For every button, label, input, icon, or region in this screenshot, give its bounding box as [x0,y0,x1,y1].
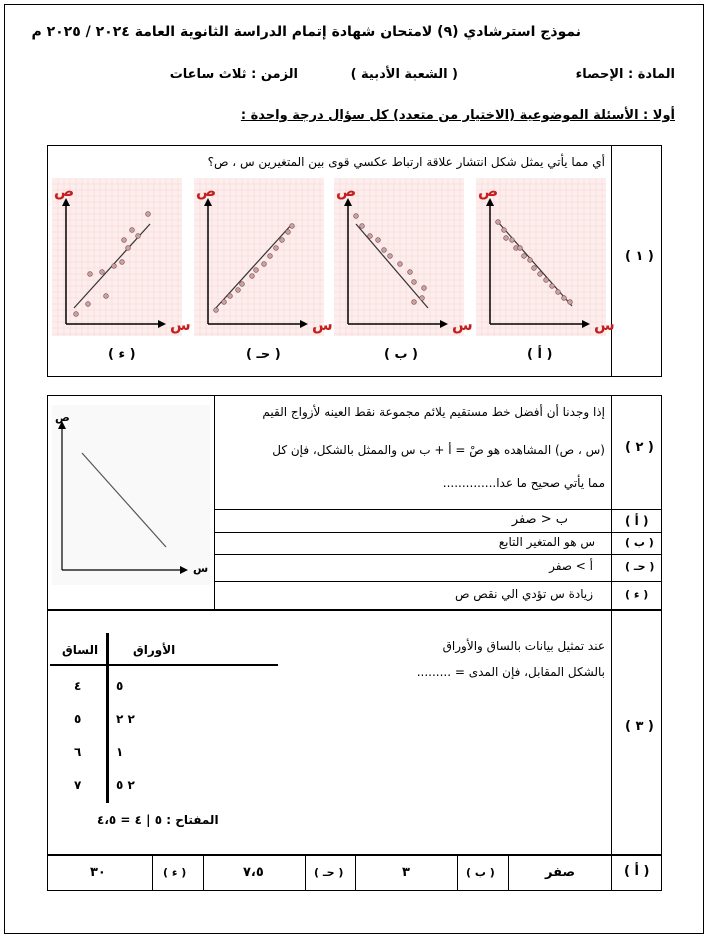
q2-choice-a-label[interactable]: ( أ ) [625,514,649,528]
q1-plot-4-point [550,284,555,289]
q1-plot-2-point [250,274,255,279]
q2-row-sep-2 [214,554,662,555]
q1-plot-2-point [262,262,267,267]
q1-plot-2-point [254,268,259,273]
q2-choice-c-label[interactable]: ( حـ ) [625,560,655,573]
q3-number: ( ٣ ) [625,719,654,734]
q1-plot-4-point [544,278,549,283]
q1-plot-4-point [518,246,523,251]
subject-label: المادة : الإحصاء [575,67,675,82]
q2-figure-divider [214,395,215,610]
stem-row-3: ٦ [74,745,82,759]
stem-leaf-divider [106,633,109,803]
q1-plot-1-point [130,228,135,233]
q1-plot-1-point [120,260,125,265]
leaf-row-1: ٥ [116,679,124,693]
q2-row-sep-1 [214,532,662,533]
q1-plot-4-point [528,258,533,263]
q1-plot-1-point [88,272,93,277]
q1-plot-2-point [286,230,291,235]
q1-plot-2-point [268,254,273,259]
leaf-row-2: ٢ ٢ [116,712,135,726]
ans-div-3 [355,855,356,891]
q2-number-divider [611,395,612,610]
exam-title: نموذج استرشادي (٩) لامتحان شهادة إتمام الدراسة الثانوية العامة ٢٠٢٤ / ٢٠٢٥ م [31,24,581,40]
stem-header: الساق [62,643,99,657]
q1-text: أي مما يأتي يمثل شكل انتشار علاقة ارتباط عكسي قوى بين المتغيرين س ، ص؟ [207,155,605,169]
q2-choice-d-text[interactable]: زيادة س تؤدي الي نقص ص [454,587,593,601]
q1-option-d[interactable]: ( ء ) [108,347,136,362]
time-label: الزمن : ثلاث ساعات [169,67,298,82]
answer-b-label[interactable]: ( ب ) [466,866,495,879]
q1-plot-3-x-label: س [452,316,473,334]
q3-line-2: بالشكل المقابل، فإن المدى = ......... [416,665,605,679]
q1-plot-3-point [412,280,417,285]
ans-div-5 [203,855,204,891]
q1-plot-3-point [360,224,365,229]
q1-plot-1-point [136,234,141,239]
q1-plot-4-point [556,290,561,295]
q1-plot-4-point [538,272,543,277]
q2-choice-a-text[interactable]: ب < صفر [511,512,568,527]
answer-b[interactable]: ٣ [402,865,410,880]
q1-plot-1-point [122,238,127,243]
q1-plot-2-point [236,288,241,293]
q1-plot-2-point [290,224,295,229]
q1-plot-3-point [422,286,427,291]
q1-plot-2-point [214,308,219,313]
q2-row-sep-0 [214,509,662,510]
q2-choice-c-text[interactable]: أ > صفر [549,559,593,573]
q1-plot-2-point [240,282,245,287]
q1-plot-2-point [274,246,279,251]
q1-plot-4-x-label: س [594,316,615,334]
q1-option-c[interactable]: ( حـ ) [246,347,281,362]
q1-plot-4-point [510,238,515,243]
ans-div-0 [611,855,612,891]
q1-plot-1-point [74,312,79,317]
q1-plot-4-point [502,228,507,233]
ans-div-1 [508,855,509,891]
q1-plot-4-point [532,266,537,271]
q1-plot-1-x-label: س [170,316,191,334]
branch-label: ( الشعبة الأدبية ) [350,67,458,82]
q1-plot-2-point [228,294,233,299]
q1-plot-4-point [522,254,527,259]
q2-y-axis-label: ص [55,411,70,424]
q1-plot-2-point [222,300,227,305]
q1-plot-1-point [112,264,117,269]
q1-plot-4-point [568,300,573,305]
q2-row-sep-3 [214,581,662,582]
answer-d-label[interactable]: ( ء ) [163,866,187,879]
q1-plot-3-point [354,214,359,219]
stem-leaf-key: المفتاح : ٥ | ٤ = ٤،٥ [97,813,219,827]
q1-plot-2-background [194,178,324,336]
q1-plot-1-y-label: ص [54,182,75,200]
leaf-header: الأوراق [133,643,176,657]
q1-scatter-plots [52,178,615,336]
leaf-row-3: ١ [116,745,124,759]
q1-number: ( ١ ) [625,249,654,264]
q1-plot-3-y-label: ص [336,182,357,200]
ans-div-2 [457,855,458,891]
q1-plot-3-point [388,254,393,259]
q3-number-divider [611,610,612,855]
q1-plot-1-point [86,302,91,307]
q1-plot-4-point [496,220,501,225]
section-title: أولا : الأسئلة الموضوعية (الاختيار من متعدد) كل سؤال درجة واحدة : [240,108,675,123]
q2-choice-b-label[interactable]: ( ب ) [625,536,654,549]
q1-plot-3-point [408,270,413,275]
answers-number: ( أ ) [624,864,650,879]
stem-row-4: ٧ [74,778,82,792]
q1-plot-2-y-label: ص [196,182,217,200]
leaf-row-4: ٢ ٥ [116,778,135,792]
q1-plot-2-x-label: س [312,316,333,334]
answer-c[interactable]: ٧،٥ [243,865,264,880]
q1-plot-2-point [280,238,285,243]
q2-line-3: مما يأتي صحيح ما عدا.............. [442,476,605,490]
q1-plot-4-point [504,236,509,241]
q2-number: ( ٢ ) [625,440,654,455]
stem-leaf-header-rule [50,664,278,666]
answer-a[interactable]: صفر [545,865,576,880]
q3-line-1: عند تمثيل بيانات بالساق والأوراق [442,639,605,653]
q1-plot-1-point [104,294,109,299]
stem-row-2: ٥ [74,712,82,726]
q1-option-a[interactable]: ( أ ) [527,347,553,362]
q1-plot-3-background [334,178,464,336]
q2-choice-d-label[interactable]: ( ء ) [625,588,649,601]
q1-plot-1-background [52,178,182,336]
q2-line-2: (س ، ص) المشاهده هو صْ = أ + ب س والممثل بالشكل، فإن كل [272,443,605,457]
q1-plot-3-point [376,238,381,243]
q1-plot-1-point [100,270,105,275]
q1-plot-3-point [420,296,425,301]
q1-plot-4-point [562,296,567,301]
q1-plot-3-point [398,262,403,267]
stem-row-1: ٤ [74,679,82,693]
q1-plot-4-y-label: ص [478,182,499,200]
ans-div-4 [305,855,306,891]
q2-x-axis-label: س [193,562,209,575]
q2-regression-figure [52,405,210,585]
q1-plot-4-background [476,178,606,336]
q1-plot-1-point [126,246,131,251]
q2-line-1: إذا وجدنا أن أفضل خط مستقيم يلائم مجموعة نقط العينه لأزواج القيم [262,405,605,419]
q1-plot-1-point [146,212,151,217]
q2-choice-b-text[interactable]: س هو المتغير التابع [498,535,595,549]
q1-plot-3-point [368,234,373,239]
q1-plot-3-point [382,248,387,253]
q1-plot-3-point [412,300,417,305]
answer-d[interactable]: ٣٠ [90,865,106,880]
answer-c-label[interactable]: ( حـ ) [314,866,344,879]
ans-div-6 [152,855,153,891]
q1-option-b[interactable]: ( ب ) [384,347,418,362]
